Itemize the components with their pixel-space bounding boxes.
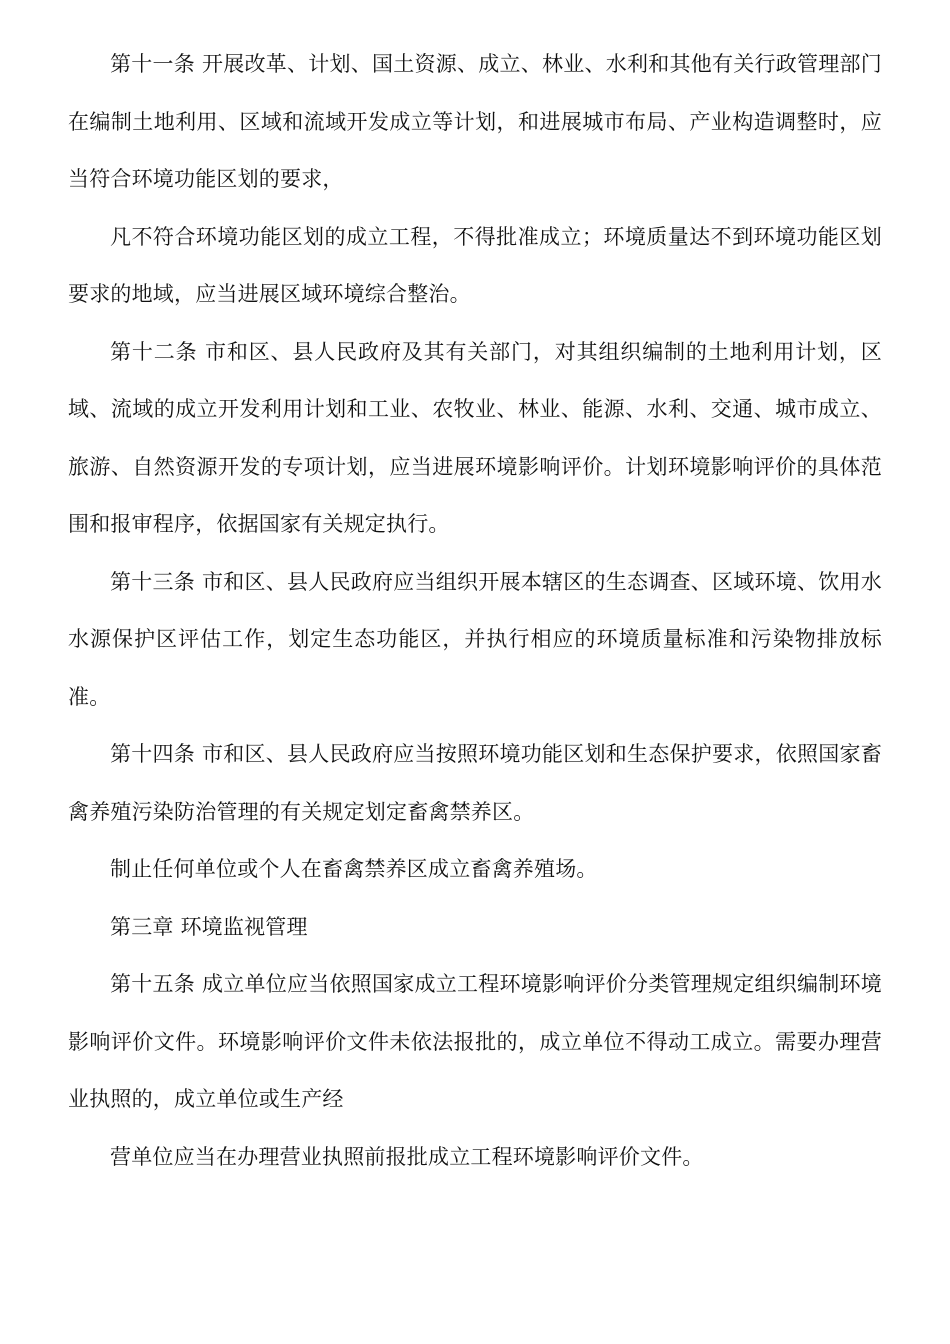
article-14-prohibition-paragraph: 制止任何单位或个人在畜禽禁养区成立畜禽养殖场。 — [110, 857, 598, 881]
article-15-paragraph: 第十五条 成立单位应当依照国家成立工程环境影响评价分类管理规定组织编制环境影响评价文件。环境影响评价文件未依法报批的，成立单位不得动工成立。需要办理营业执照的，成立单位或生产经 — [68, 972, 882, 1111]
article-12-paragraph: 第十二条 市和区、县人民政府及其有关部门，对其组织编制的土地利用计划，区域、流域的成立开发利用计划和工业、农牧业、林业、能源、水利、交通、城市成立、旅游、自然资源开发的专项计划，应当进展环境影响评价。计划环境影响评价的具体范围和报审程序，依据国家有关规定执行。 — [68, 339, 882, 536]
article-11-paragraph: 第十一条 开展改革、计划、国土资源、成立、林业、水利和其他有关行政管理部门在编制土地利用、区域和流域开发成立等计划，和进展城市布局、产业构造调整时，应当符合环境功能区划的要求， — [68, 52, 882, 191]
article-11-continuation-paragraph: 凡不符合环境功能区划的成立工程，不得批准成立；环境质量达不到环境功能区划要求的地域，应当进展区域环境综合整治。 — [68, 224, 882, 306]
article-14-paragraph: 第十四条 市和区、县人民政府应当按照环境功能区划和生态保护要求，依照国家畜禽养殖污染防治管理的有关规定划定畜禽禁养区。 — [68, 742, 882, 824]
article-13-paragraph: 第十三条 市和区、县人民政府应当组织开展本辖区的生态调查、区域环境、饮用水水源保护区评估工作，划定生态功能区，并执行相应的环境质量标准和污染物排放标准。 — [68, 569, 882, 709]
article-15-continuation-paragraph: 营单位应当在办理营业执照前报批成立工程环境影响评价文件。 — [110, 1144, 704, 1169]
document-body — [68, 36, 882, 1186]
chapter-3-heading: 第三章 环境监视管理 — [110, 914, 308, 939]
